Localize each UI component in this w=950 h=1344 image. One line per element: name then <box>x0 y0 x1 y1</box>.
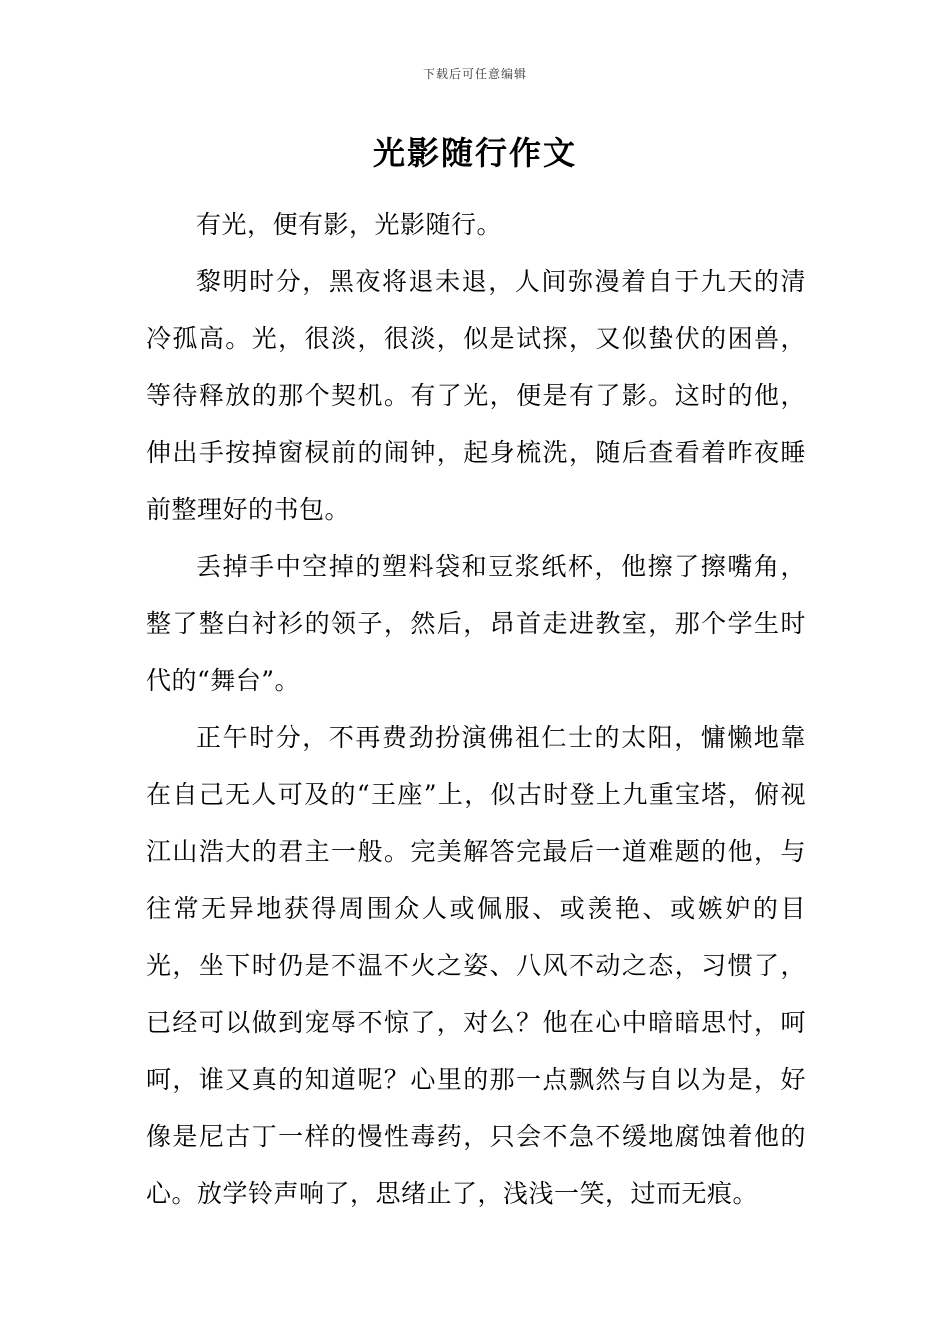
paragraph-2: 黎明时分，黑夜将退未退，人间弥漫着自于九天的清冷孤高。光，很淡，很淡，似是试探，又似蛰伏的困兽，等待释放的那个契机。有了光，便是有了影。这时的他，伸出手按掉窗棂前的闹钟，起身梳洗，随后查看着昨夜睡前整理好的书包。 <box>146 267 806 524</box>
document-body <box>146 196 806 1222</box>
header-note: 下载后可任意编辑 <box>422 67 527 81</box>
document-title: 光影随行作文 <box>372 134 577 172</box>
paragraph-1: 有光，便有影，光影随行。 <box>196 210 503 239</box>
paragraph-4: 正午时分，不再费劲扮演佛祖仁士的太阳，慵懒地靠在自己无人可及的“王座”上，似古时登上九重宝塔，俯视江山浩大的君主一般。完美解答完最后一道难题的他，与往常无异地获得周围众人或佩服、或羡艳、或嫉妒的目光，坐下时仍是不温不火之姿、八风不动之态，习惯了，已经可以做到宠辱不惊了，对么？他在心中暗暗思忖，呵呵，谁又真的知道呢？心里的那一点飘然与自以为是，好像是尼古丁一样的慢性毒药，只会不急不缓地腐蚀着他的心。放学铃声响了，思绪止了，浅浅一笑，过而无痕。 <box>146 723 806 1208</box>
paragraph-3: 丢掉手中空掉的塑料袋和豆浆纸杯，他擦了擦嘴角，整了整白衬衫的领子，然后，昂首走进教室，那个学生时代的“舞台”。 <box>146 552 806 695</box>
